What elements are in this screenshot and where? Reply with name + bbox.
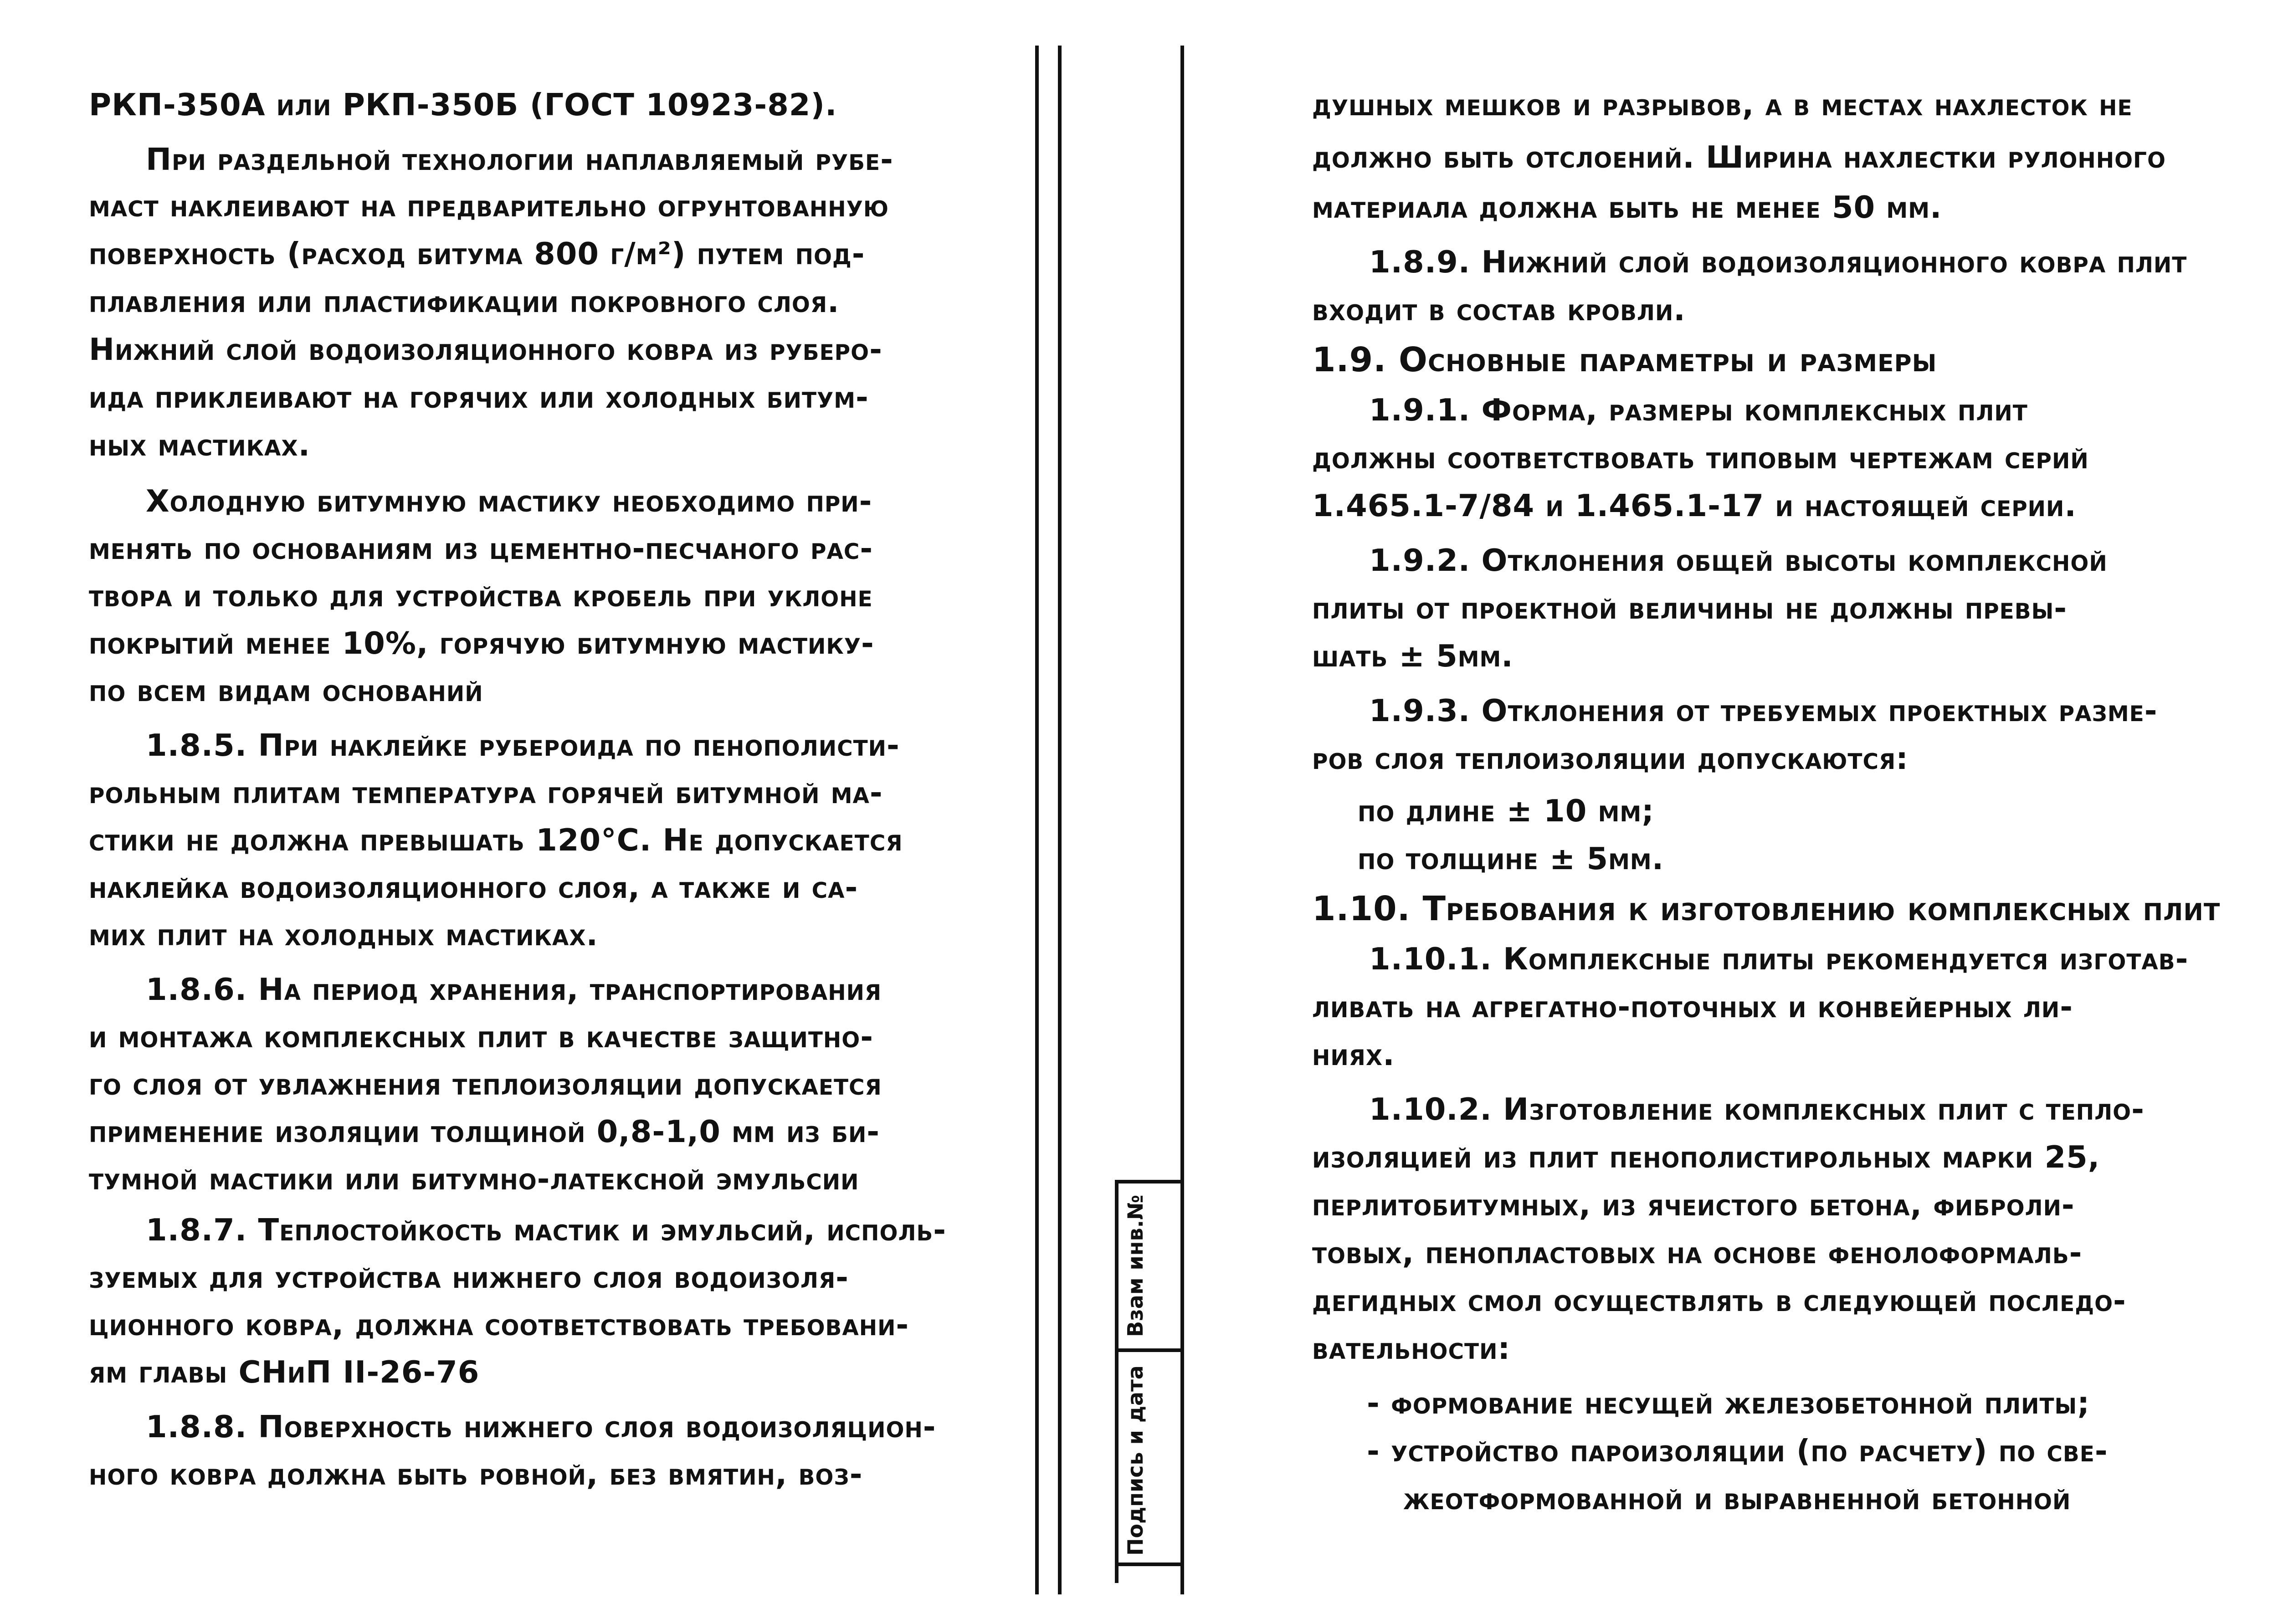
text-line: 1.9.2. Отклонения общей высоты комплексной [1369,543,2108,578]
text-line: Нижний слой водоизоляционного ковра из руберо- [89,332,882,367]
stamp-divider [1115,1348,1184,1352]
stamp-divider [1115,1563,1184,1566]
text-line: 1.9.1. Форма, размеры комплексных плит [1369,392,2028,428]
text-line: 1.8.8. Поверхность нижнего слоя водоизоляцион- [146,1409,936,1445]
text-line: 1.8.6. На период хранения, транспортирования [146,972,882,1007]
text-line: ида приклеивают на горячих или холодных битум- [89,379,869,415]
stamp-label-podpis-data: Подпись и дата [1123,1365,1148,1556]
text-line: 1.8.5. При наклейке рубероида по пенополисти- [146,727,900,763]
text-line: ных мастиках. [89,427,311,463]
text-line: твора и только для устройства кробель при уклоне [89,578,873,614]
text-line: 1.8.7. Теплостойкость мастик и эмульсий, исполь- [146,1212,947,1248]
text-line: по толщине ± 5мм. [1358,841,1664,876]
text-line: 1.8.9. Нижний слой водоизоляционного ковра плит [1369,244,2187,280]
list-item: - формование несущей железобетонной плиты; [1367,1385,2090,1421]
text-line: должно быть отслоений. Ширина нахлестки рулонного [1312,139,2166,175]
text-line: менять по основаниям из цементно-песчаного рас- [89,531,873,566]
text-line: материала должна быть не менее 50 мм. [1312,190,1942,225]
text-line: ционного ковра, должна соответствовать требовани- [89,1307,909,1342]
text-line: стики не должна превышать 120°С. Не допускается [89,822,903,858]
text-line: плиты от проектной величины не должны превы- [1312,590,2068,626]
text-line: шать ± 5мм. [1312,638,1514,674]
text-line: изоляцией из плит пенополистирольных марки 25, [1312,1139,2100,1175]
text-line: Холодную битумную мастику необходимо при- [146,483,872,519]
text-line: мих плит на холодных мастиках. [89,917,598,953]
text-line: маст наклеивают на предварительно огрунтованную [89,188,889,224]
text-line: тумной мастики или битумно-латексной эмульсии [89,1161,859,1197]
text-line: зуемых для устройства нижнего слоя водоизоля- [89,1260,849,1295]
text-line: должны соответствовать типовым чертежам серий [1312,440,2089,476]
stamp-label-vzam-inv: Взам инв.№ [1123,1194,1148,1337]
text-line: 1.10.1. Комплексные плиты рекомендуется изготав- [1369,941,2189,977]
text-line: плавления или пластификации покровного слоя. [89,284,840,319]
margin-line [1058,46,1062,1594]
text-line: дегидных смол осуществлять в следующей последо- [1312,1283,2126,1318]
stamp-divider [1115,1180,1184,1183]
text-line: ного ковра должна быть ровной, без вмятин, воз- [89,1456,863,1492]
text-line: 1.9.3. Отклонения от требуемых проектных разме- [1369,693,2158,728]
text-line: РКП-350А или РКП-350Б (ГОСТ 10923-82). [89,87,837,123]
text-line: применение изоляции толщиной 0,8-1,0 мм из би- [89,1114,880,1149]
text-line: При раздельной технологии наплавляемый рубе- [146,142,893,177]
text-line: жеотформованной и выравненной бетонной [1403,1481,2071,1516]
text-line: и монтажа комплексных плит в качестве защитно- [89,1019,874,1055]
section-heading: 1.10. Требования к изготовлению комплексных плит [1312,889,2221,928]
text-line: душных мешков и разрывов, а в местах нахлесток не [1312,87,2133,123]
text-line: товых, пенопластовых на основе фенолоформаль- [1312,1235,2083,1271]
left-text-column [89,68,991,1590]
text-line: наклейка водоизоляционного слоя, а также и са- [89,870,858,905]
text-line: по длине ± 10 мм; [1358,793,1654,829]
right-text-column [1312,68,2228,1590]
list-item: - устройство пароизоляции (по расчету) по све- [1367,1433,2108,1469]
text-line: 1.10.2. Изготовление комплексных плит с тепло- [1369,1091,2145,1127]
text-line: ям главы СНиП II-26-76 [89,1354,480,1390]
text-line: ров слоя теплоизоляции допускаются: [1312,741,1909,776]
text-line: покрытий менее 10%, горячую битумную мастику- [89,625,874,661]
text-line: по всем видам оснований [89,673,483,708]
text-line: вательности: [1312,1331,1511,1366]
margin-line [1035,46,1039,1594]
section-heading: 1.9. Основные параметры и размеры [1312,340,1937,379]
text-line: го слоя от увлажнения теплоизоляции допускается [89,1066,882,1102]
text-line: 1.465.1-7/84 и 1.465.1-17 и настоящей серии. [1312,488,2077,523]
text-line: ниях. [1312,1037,1395,1072]
text-line: перлитобитумных, из ячеистого бетона, фиброли- [1312,1187,2075,1223]
text-line: рольным плитам температура горячей битумной ма- [89,775,883,810]
text-line: ливать на агрегатно-поточных и конвейерных ли- [1312,989,2073,1025]
text-line: поверхность (расход битума 800 г/м²) путем под- [89,236,865,272]
text-line: входит в состав кровли. [1312,292,1686,328]
